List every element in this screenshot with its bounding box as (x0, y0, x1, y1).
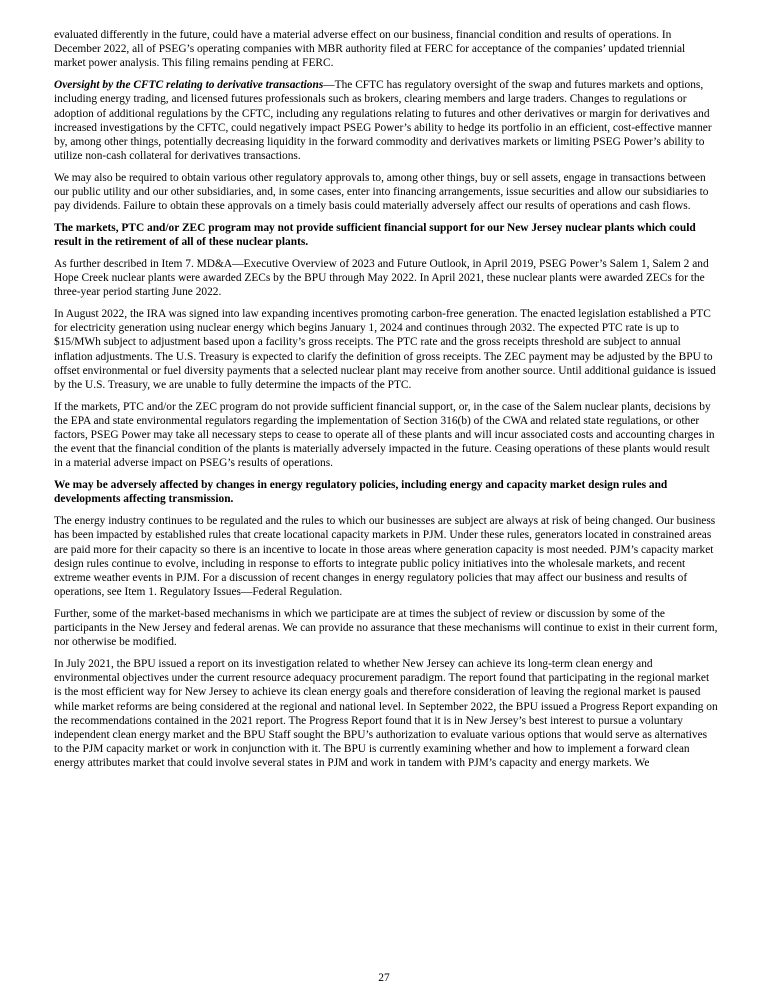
heading-regulatory-policies: We may be adversely affected by changes in energy regulatory policies, including energy and capacity market design rules and developments affecting transmission. (54, 479, 668, 506)
document-page (54, 28, 718, 778)
paragraph-market-mechanisms: Further, some of the market-based mechanisms in which we participate are at times the subject of review or discussion by some of the participants in the New Jersey and federal arenas. We can provide no assurance that these mechanisms will continue to exist in their current form, nor otherwise be modified. (54, 607, 718, 649)
cftc-body-text: —The CFTC has regulatory oversight of the swap and futures markets and options, including energy trading, and licensed futures professionals such as brokers, clearing members and large traders. Changes to regulations or adoption of additional regulations by the CFTC, including any regulations relating to futures and other derivatives or margin for derivatives and increased investigations by the CFTC, could negatively impact PSEG Power’s ability to hedge its portfolio in an efficient, cost-effective manner by, among other things, potentially decreasing liquidity in the forward commodity and derivatives markets or limiting PSEG Power’s ability to utilize non-cash collateral for derivatives transactions. (54, 79, 712, 163)
paragraph-market-power: evaluated differently in the future, could have a material adverse effect on our business, financial condition and results of operations. In December 2022, all of PSEG’s operating companies with MBR authority filed at FERC for acceptance of the companies’ updated triennial market power analysis. This filing remains pending at FERC. (54, 29, 686, 70)
paragraph-cftc-oversight (54, 78, 718, 163)
paragraph-energy-industry: The energy industry continues to be regulated and the rules to which our businesses are subject are always at risk of being changed. Our business has been impacted by established rules that create locational capacity markets in PJM. Under these rules, generators located in constrained areas are paid more for their capacity so there is an incentive to locate in those areas where generation capacity is most needed. PJM’s capacity market design rules continue to evolve, including in response to efforts to integrate public policy initiatives into the wholesale markets, and recent extreme weather events in PJM. For a discussion of recent changes in energy regulatory policies that may affect our business and results of operations, see Item 1. Regulatory Issues—Federal Regulation. (54, 515, 716, 599)
paragraph-zec-award: As further described in Item 7. MD&A—Executive Overview of 2023 and Future Outlook, in April 2019, PSEG Power’s Salem 1, Salem 2 and Hope Creek nuclear plants were awarded ZECs by the BPU through May 2022. In April 2021, these nuclear plants were awarded ZECs for the three-year period starting June 2022. (54, 257, 709, 299)
page-number: 27 (378, 972, 390, 984)
paragraph-bpu-report: In July 2021, the BPU issued a report on its investigation related to whether New Jersey can achieve its long-term clean energy and environmental objectives under the current resource adequacy procurement paradigm. The report found that participating in the regional market is the most efficient way for New Jersey to achieve its clean energy goals and therefore consideration of leaving the regional market is paused while market reforms are being considered at the regional and national level. In September 2022, the BPU issued a Progress Report expanding on the recommendations contained in the 2021 report. The Progress Report found that it is in New Jersey’s best interest to pursue a voluntary independent clean energy market and the BPU Staff sought the BPU’s authorization to evaluate various options that would serve as alternatives to the PJM capacity market or work in conjunction with it. The BPU is currently examining whether and how to implement a forward clean energy attributes market that could involve several states in PJM and work in tandem with PJM’s capacity and energy markets. We (54, 657, 718, 770)
paragraph-ira-ptc: In August 2022, the IRA was signed into law expanding incentives promoting carbon-free generation. The enacted legislation established a PTC for electricity generation using nuclear energy which begins January 1, 2024 and continues through 2032. The expected PTC rate is up to $15/MWh subject to adjustment based upon a facility’s gross receipts. The PTC rate and the gross receipts threshold are subject to annual inflation adjustments. The U.S. Treasury is expected to clarify the definition of gross receipts. The ZEC payment may be adjusted by the BPU to offset environmental or fuel diversity payments that a selected nuclear plant may receive from another source. Until additional guidance is issued by the U.S. Treasury, we are unable to fully determine the impacts of the PTC. (54, 307, 716, 391)
paragraph-regulatory-approvals: We may also be required to obtain various other regulatory approvals to, among other things, buy or sell assets, engage in transactions between our public utility and our other subsidiaries, and, in some cases, enter into financing arrangements, issue securities and allow our subsidiaries to pay dividends. Failure to obtain these approvals on a timely basis could materially adversely affect our results of operations and cash flows. (54, 171, 709, 213)
paragraph-cease-operations: If the markets, PTC and/or the ZEC program do not provide sufficient financial support, or, in the case of the Salem nuclear plants, decisions by the EPA and state environmental regulators regarding the implementation of Section 316(b) of the CWA and related state regulations, or other factors, PSEG Power may take all necessary steps to cease to operate all of these plants and will incur associated costs and accounting charges in the event that the financial condition of the plants is materially adversely impacted in the future. Ceasing operations of these plants would result in a material adverse impact on PSEG’s results of operations. (54, 400, 715, 470)
cftc-lead-heading: Oversight by the CFTC relating to derivative transactions (54, 79, 324, 92)
heading-nuclear-support: The markets, PTC and/or ZEC program may not provide sufficient financial support for our New Jersey nuclear plants which could result in the retirement of all of these nuclear plants. (54, 221, 696, 249)
